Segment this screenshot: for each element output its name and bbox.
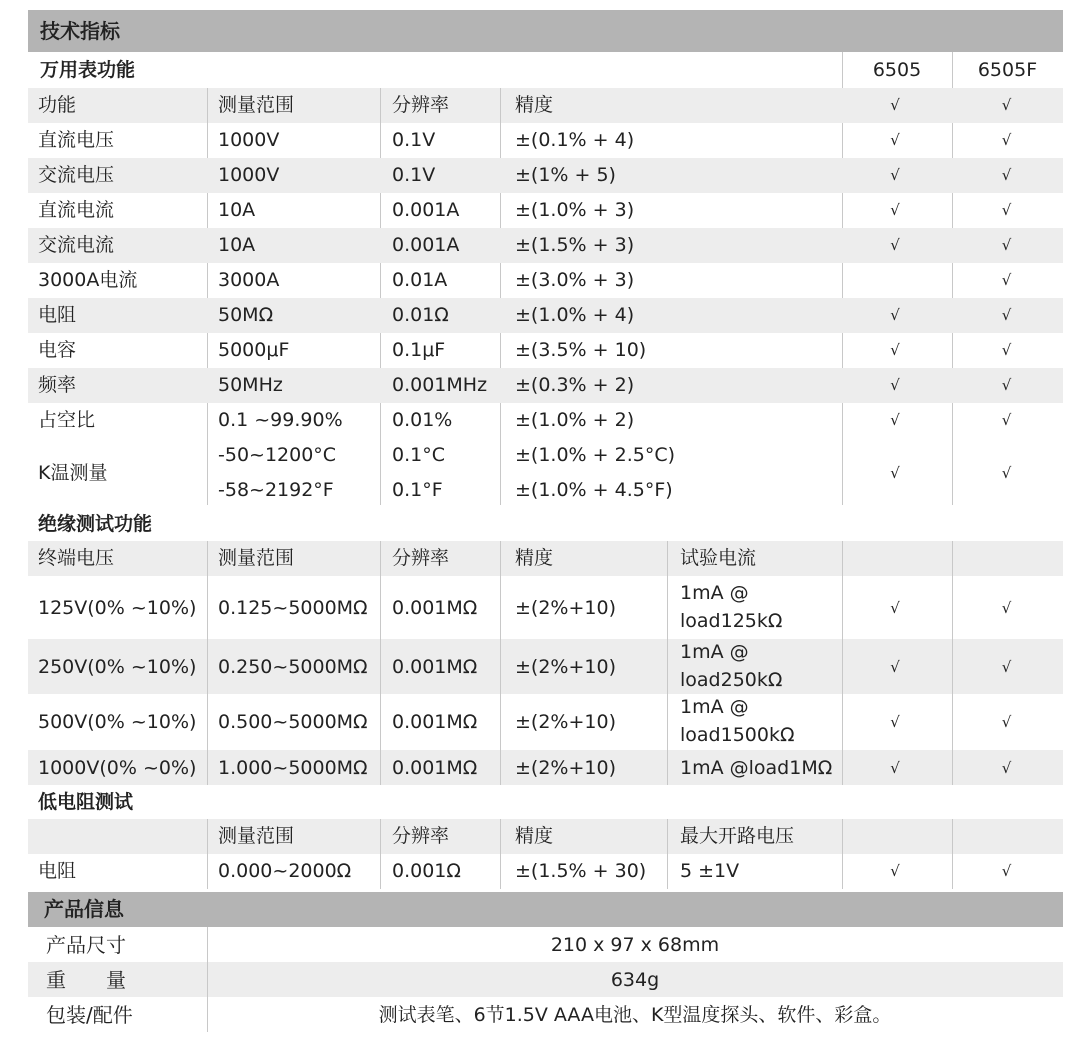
product-info-title-bar <box>28 892 1063 927</box>
test-current-cell: 1mA @ <box>680 696 749 718</box>
check-mark: √ <box>890 166 900 184</box>
resolution-cell: 0.001MΩ <box>392 756 478 779</box>
check-mark: √ <box>1001 341 1012 359</box>
range-cell: 1000V <box>218 164 280 186</box>
column-divider <box>667 819 668 889</box>
column-divider <box>207 541 208 785</box>
function-cell: 3000A电流 <box>38 269 138 291</box>
voltage-cell: 500V(0% ~10%) <box>38 711 197 733</box>
function-cell: K温测量 <box>38 462 108 484</box>
check-mark: √ <box>1001 862 1012 880</box>
accuracy-cell: ±(2%+10) <box>515 711 616 733</box>
model-6505F-header: 6505F <box>977 59 1038 81</box>
range-cell: 0.500~5000MΩ <box>218 711 368 733</box>
check-mark: √ <box>890 131 900 149</box>
test-current-cell: 1mA @ <box>680 581 749 604</box>
column-header: 精度 <box>515 94 554 116</box>
check-mark: √ <box>890 657 900 676</box>
check-mark: √ <box>890 464 900 482</box>
column-header: 测量范围 <box>218 94 295 116</box>
check-mark: √ <box>890 201 900 219</box>
column-divider <box>380 819 381 889</box>
resolution-cell: 0.1°F <box>392 479 443 501</box>
resolution-cell: 0.1V <box>392 164 436 186</box>
multimeter-heading: 万用表功能 <box>40 59 136 81</box>
column-header: 功能 <box>38 94 77 116</box>
function-cell: 占空比 <box>38 409 96 431</box>
range-cell: 0.250~5000MΩ <box>218 655 368 678</box>
column-header: 精度 <box>515 825 554 847</box>
check-mark: √ <box>890 411 900 429</box>
function-cell: 直流电流 <box>38 199 115 221</box>
function-cell: 电阻 <box>38 860 77 882</box>
voltage-cell: 250V(0% ~10%) <box>38 655 197 678</box>
check-mark: √ <box>1001 236 1012 254</box>
accuracy-cell: ±(2%+10) <box>515 596 616 619</box>
resolution-cell: 0.1μF <box>392 339 446 361</box>
spec-title-bar <box>28 10 1063 52</box>
insulation-heading: 绝缘测试功能 <box>38 513 153 535</box>
column-divider <box>952 541 953 785</box>
resolution-cell: 0.001MΩ <box>392 655 478 678</box>
check-mark: √ <box>890 376 900 394</box>
test-current-cell: 1mA @ <box>680 640 749 663</box>
info-value: 测试表笔、6节1.5V AAA电池、K型温度探头、软件、彩盒。 <box>378 1003 892 1026</box>
resolution-cell: 0.01Ω <box>392 304 449 326</box>
accuracy-cell: ±(1.0% + 3) <box>515 199 635 221</box>
check-mark: √ <box>1001 713 1012 731</box>
column-divider <box>500 88 501 505</box>
resolution-cell: 0.1°C <box>392 444 445 466</box>
check-mark: √ <box>1001 376 1012 394</box>
check-mark: √ <box>1001 306 1012 324</box>
accuracy-cell: ±(1.5% + 3) <box>515 234 635 256</box>
range-cell: 50MΩ <box>218 304 274 326</box>
accuracy-cell: ±(2%+10) <box>515 655 616 678</box>
accuracy-cell: ±(1.0% + 2.5°C) <box>515 444 675 466</box>
check-mark: √ <box>890 96 900 114</box>
check-mark: √ <box>1001 464 1012 482</box>
column-divider <box>380 541 381 785</box>
check-mark: √ <box>1001 166 1012 184</box>
column-header: 分辨率 <box>392 94 450 116</box>
check-mark: √ <box>1001 657 1012 676</box>
function-cell: 交流电压 <box>38 164 115 186</box>
resolution-cell: 0.001MΩ <box>392 711 478 733</box>
check-mark: √ <box>890 598 900 617</box>
resolution-cell: 0.1V <box>392 129 436 151</box>
function-cell: 频率 <box>38 374 77 396</box>
resolution-cell: 0.01A <box>392 269 448 291</box>
open-circuit-voltage-cell: 5 ±1V <box>680 860 740 882</box>
column-divider <box>667 541 668 785</box>
column-divider <box>842 541 843 785</box>
range-cell: -50~1200°C <box>218 444 337 466</box>
test-current-cell: load250kΩ <box>680 668 783 691</box>
column-divider <box>952 819 953 889</box>
column-header: 终端电压 <box>38 547 115 569</box>
check-mark: √ <box>890 862 900 880</box>
check-mark: √ <box>1001 96 1012 114</box>
check-mark: √ <box>1001 271 1012 289</box>
check-mark: √ <box>890 713 900 731</box>
resolution-cell: 0.001A <box>392 199 460 221</box>
accuracy-cell: ±(0.1% + 4) <box>515 129 635 151</box>
column-header: 测量范围 <box>218 825 295 847</box>
column-divider <box>207 819 208 889</box>
accuracy-cell: ±(0.3% + 2) <box>515 374 635 396</box>
check-mark: √ <box>890 341 900 359</box>
resolution-cell: 0.001Ω <box>392 860 461 882</box>
column-header: 精度 <box>515 547 554 569</box>
accuracy-cell: ±(3.0% + 3) <box>515 269 635 291</box>
check-mark: √ <box>1001 131 1012 149</box>
info-label: 包装/配件 <box>46 1002 133 1027</box>
test-current-cell: load1500kΩ <box>680 724 795 746</box>
range-cell: 50MHz <box>218 374 283 396</box>
range-cell: 5000μF <box>218 339 290 361</box>
voltage-cell: 125V(0% ~10%) <box>38 596 197 619</box>
range-cell: 0.1 ~99.90% <box>218 409 343 431</box>
function-cell: 电阻 <box>38 304 77 326</box>
range-cell: 10A <box>218 234 256 256</box>
test-current-cell: load125kΩ <box>680 609 783 632</box>
range-cell: 0.000~2000Ω <box>218 860 352 882</box>
column-header: 试验电流 <box>680 547 757 569</box>
resolution-cell: 0.001MΩ <box>392 596 478 619</box>
accuracy-cell: ±(1% + 5) <box>515 164 616 186</box>
check-mark: √ <box>1001 598 1012 617</box>
range-cell: 0.125~5000MΩ <box>218 596 368 619</box>
range-cell: 3000A <box>218 269 280 291</box>
check-mark: √ <box>1001 411 1012 429</box>
low-resistance-heading: 低电阻测试 <box>38 791 134 813</box>
check-mark: √ <box>890 758 900 777</box>
info-value: 210 x 97 x 68mm <box>550 933 720 956</box>
range-cell: 1000V <box>218 129 280 151</box>
range-cell: 1.000~5000MΩ <box>218 756 368 779</box>
check-mark: √ <box>890 236 900 254</box>
column-divider <box>207 927 208 1032</box>
column-divider <box>207 88 208 505</box>
resolution-cell: 0.001A <box>392 234 460 256</box>
column-divider <box>842 819 843 889</box>
column-header: 测量范围 <box>218 547 295 569</box>
test-current-cell: 1mA @load1MΩ <box>680 756 833 779</box>
range-cell: 10A <box>218 199 256 221</box>
accuracy-cell: ±(1.0% + 4.5°F) <box>515 479 673 501</box>
range-cell: -58~2192°F <box>218 479 334 501</box>
resolution-cell: 0.001MHz <box>392 374 488 396</box>
info-label: 产品尺寸 <box>46 932 126 957</box>
function-cell: 直流电压 <box>38 129 115 151</box>
column-header: 分辨率 <box>392 547 450 569</box>
column-divider <box>500 819 501 889</box>
voltage-cell: 1000V(0% ~0%) <box>38 756 197 779</box>
accuracy-cell: ±(2%+10) <box>515 756 616 779</box>
accuracy-cell: ±(3.5% + 10) <box>515 339 647 361</box>
accuracy-cell: ±(1.0% + 4) <box>515 304 635 326</box>
column-header: 分辨率 <box>392 825 450 847</box>
info-value: 634g <box>610 968 660 991</box>
info-label: 重 量 <box>46 967 126 992</box>
column-header: 最大开路电压 <box>680 825 795 847</box>
check-mark: √ <box>1001 758 1012 777</box>
column-divider <box>380 88 381 505</box>
function-cell: 电容 <box>38 339 77 361</box>
check-mark: √ <box>1001 201 1012 219</box>
resolution-cell: 0.01% <box>392 409 453 431</box>
model-6505-header: 6505 <box>872 59 922 81</box>
column-divider <box>500 541 501 785</box>
product-info-title: 产品信息 <box>44 897 124 921</box>
function-cell: 交流电流 <box>38 234 115 256</box>
accuracy-cell: ±(1.0% + 2) <box>515 409 635 431</box>
accuracy-cell: ±(1.5% + 30) <box>515 860 647 882</box>
spec-title: 技术指标 <box>40 19 120 43</box>
check-mark: √ <box>890 306 900 324</box>
